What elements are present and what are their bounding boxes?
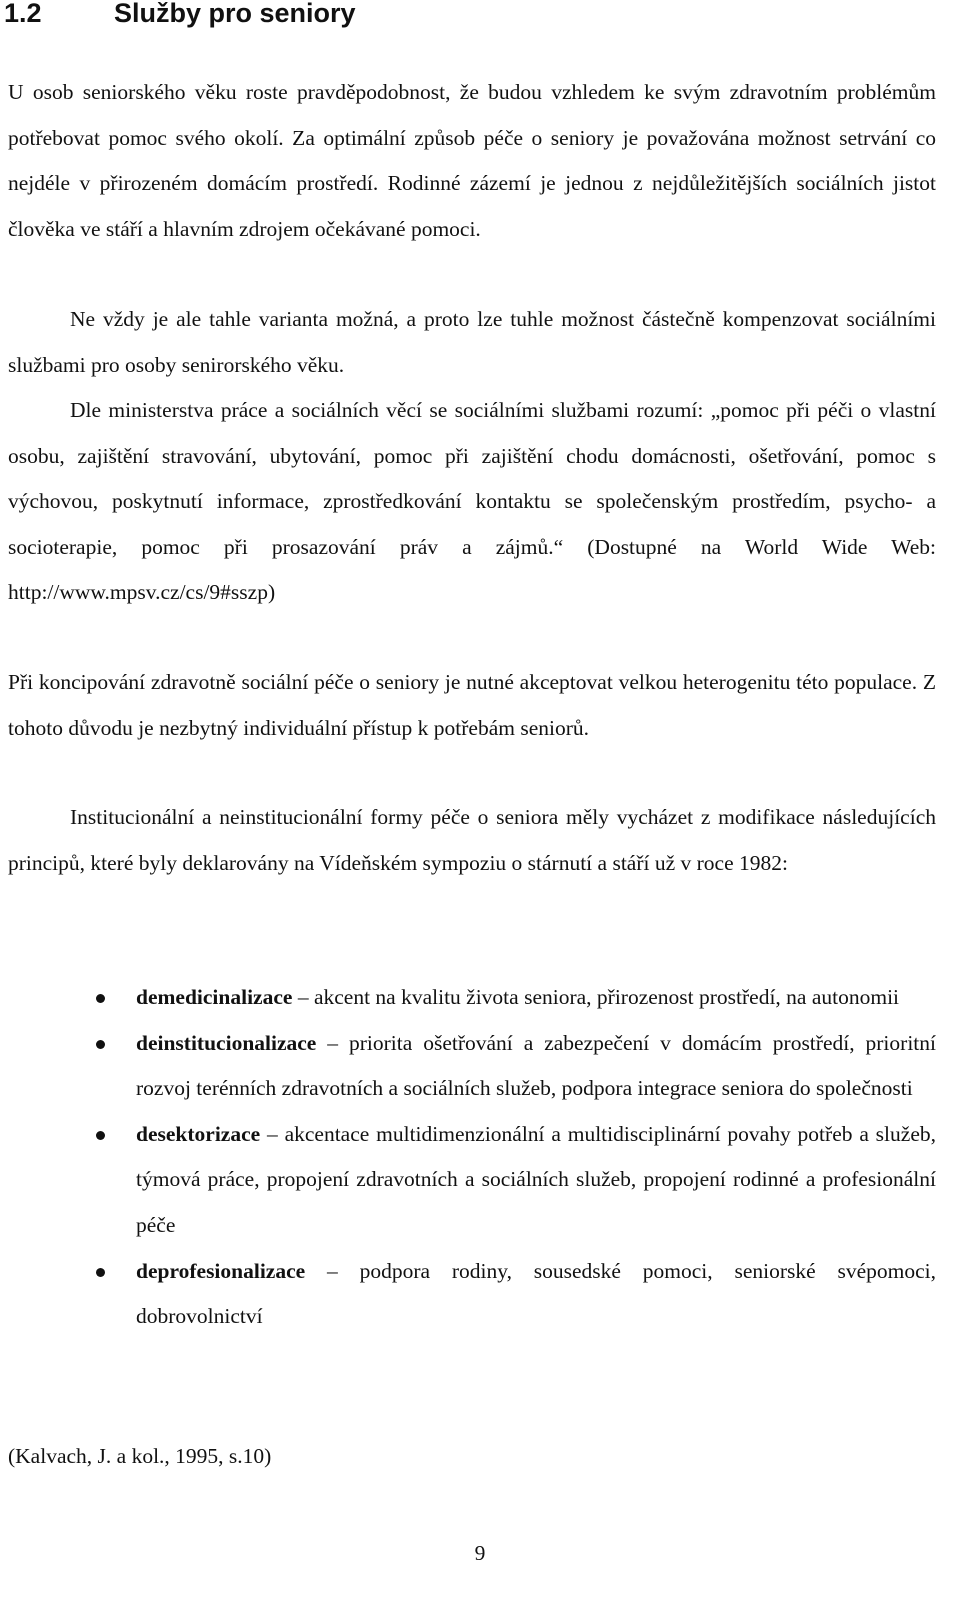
section-heading <box>4 0 356 30</box>
citation: (Kalvach, J. a kol., 1995, s.10) <box>8 1444 272 1468</box>
principles-list <box>0 975 936 1340</box>
principle-description: – akcentace multidimenzionální a multidisciplinární povahy potřeb a služeb, týmová práce, propojení zdravotních a sociálních služeb, propojení rodinné a profesionální péče <box>136 1121 936 1237</box>
paragraph-alternative: Ne vždy je ale tahle varianta možná, a proto lze tuhle možnost částečně kompenzovat sociálními službami pro osoby senirorského věku. <box>8 307 936 377</box>
list-item <box>0 1112 936 1249</box>
bullet-icon <box>96 1040 105 1049</box>
principle-term: deinstitucionalizace <box>136 1030 317 1055</box>
principle-description: – podpora rodiny, sousedské pomoci, seniorské svépomoci, dobrovolnictví <box>136 1258 936 1329</box>
principle-description: – priorita ošetřování a zabezpečení v domácím prostředí, prioritní rozvoj terénních zdravotních a sociálních služeb, podpora integrace seniora do společnosti <box>136 1030 936 1101</box>
principle-term: demedicinalizace <box>136 985 293 1009</box>
list-item <box>0 1021 936 1112</box>
principle-description: – akcent na kvalitu života seniora, přirozenost prostředí, na autonomii <box>292 985 900 1009</box>
paragraph-ministry-definition: Dle ministerstva práce a sociálních věcí se sociálními službami rozumí: „pomoc při péči o vlastní osobu, zajištění stravování, ubytování, pomoc při zajištění chodu domácnosti, ošetřování, pomoc s výchovou, poskytnutí informace, zprostředkování kontaktu se společenským prostředím, psycho- a socioterapie, pomoc při prosazování práv a zájmů.“ (Dostupné na World Wide Web: http://www.mpsv.cz/cs/9#sszp) <box>8 398 936 605</box>
paragraph-intro: U osob seniorského věku roste pravděpodobnost, že budou vzhledem ke svým zdravotním problémům potřebovat pomoc svého okolí. Za optimální způsob péče o seniory je považována možnost setrvání co nejdéle v přirozeném domácím prostředí. Rodinné zázemí je jednou z nejdůležitějších sociálních jistot člověka ve stáří a hlavním zdrojem očekávané pomoci. <box>8 80 936 241</box>
paragraph-principles-intro: Institucionální a neinstitucionální formy péče o seniora měly vycházet z modifikace následujících principů, které byly deklarovány na Vídeňském sympoziu o stárnutí a stáří už v roce 1982: <box>8 805 936 875</box>
bullet-icon <box>96 1131 105 1140</box>
section-title: Služby pro seniory <box>114 0 356 28</box>
bullet-icon <box>96 994 105 1003</box>
list-item <box>0 975 936 1021</box>
principle-term: desektorizace <box>136 1121 261 1146</box>
paragraph-heterogeneity: Při koncipování zdravotně sociální péče o seniory je nutné akceptovat velkou heterogenitu této populace. Z tohoto důvodu je nezbytný individuální přístup k potřebám seniorů. <box>8 670 936 740</box>
bullet-icon <box>96 1268 105 1277</box>
list-item <box>0 1249 936 1340</box>
principle-term: deprofesionalizace <box>136 1258 306 1283</box>
section-number: 1.2 <box>4 0 42 28</box>
page-number: 9 <box>474 1541 486 1565</box>
